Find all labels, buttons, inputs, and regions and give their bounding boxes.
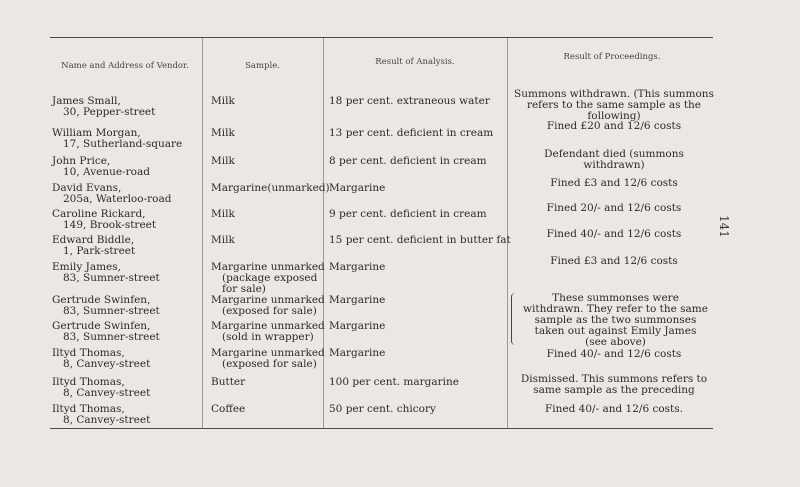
table-row	[52, 262, 160, 284]
table-row	[52, 348, 150, 370]
sample-cell	[211, 262, 325, 295]
vendor-name: David Evans,	[52, 182, 122, 194]
sample-line: Margarine unmarked	[211, 347, 325, 359]
vendor-address: 8, Canvey-street	[63, 358, 151, 370]
column-divider	[202, 38, 203, 428]
vendor-name: John Price,	[52, 155, 111, 167]
analysis-cell: 8 per cent. deficient in cream	[329, 155, 487, 167]
vendor-name: Iltyd Thomas,	[52, 403, 125, 415]
vendor-address: 8, Canvey-street	[63, 387, 151, 399]
vendor-address: 149, Brook-street	[63, 219, 157, 231]
analysis-cell: 100 per cent. margarine	[329, 376, 459, 388]
vendor-address: 83, Sumner-street	[63, 272, 160, 284]
proceedings-cell: Fined £3 and 12/6 costs	[550, 177, 678, 189]
vendor-address: 1, Park-street	[63, 245, 136, 257]
analysis-cell: 15 per cent. deficient in butter fat	[329, 234, 511, 246]
vendor-name: Emily James,	[52, 261, 121, 273]
sample-cell	[211, 96, 235, 107]
sample-cell	[211, 209, 235, 220]
vendor-name: William Morgan,	[52, 127, 141, 139]
analysis-cell: Margarine	[329, 182, 386, 194]
analysis-cell: 18 per cent. extraneous water	[329, 95, 490, 107]
header-sample: Sample.	[245, 61, 280, 71]
proceedings-cell: Summons withdrawn. (This summons refers to the same sample as the following)	[514, 88, 714, 122]
table-row	[52, 235, 135, 257]
table-top-rule	[50, 37, 713, 38]
analysis-cell: 50 per cent. chicory	[329, 403, 436, 415]
vendor-address: 8, Canvey-street	[63, 414, 151, 426]
analysis-cell: Margarine	[329, 347, 386, 359]
sample-line: Milk	[211, 155, 235, 167]
sample-line: Margarine unmarked	[211, 294, 325, 306]
vendor-name: Iltyd Thomas,	[52, 376, 125, 388]
sample-cell	[211, 235, 235, 246]
sample-cell	[211, 156, 235, 167]
vendor-name: Gertrude Swinfen,	[52, 320, 151, 332]
sample-line: Milk	[211, 127, 235, 139]
sample-line: Butter	[211, 376, 246, 388]
sample-line: Margarine unmarked	[211, 261, 325, 273]
vendor-address: 10, Avenue-road	[63, 166, 150, 178]
table-row	[52, 128, 182, 150]
sample-line: Margarine(unmarked)	[211, 182, 330, 194]
sample-line: (exposed for sale)	[222, 305, 317, 317]
vendor-address: 205a, Waterloo-road	[63, 193, 172, 205]
header-analysis: Result of Analysis.	[375, 57, 455, 67]
proceedings-cell: Fined £3 and 12/6 costs	[550, 255, 678, 267]
vendor-address: 30, Pepper-street	[63, 106, 156, 118]
vendor-address: 83, Sumner-street	[63, 331, 160, 343]
vendor-name: Caroline Rickard,	[52, 208, 146, 220]
proceedings-cell: These summonses were withdrawn. They refer to the same sample as the two summonses taken out against Emily James (see above)	[523, 292, 708, 348]
header-vendor: Name and Address of Vendor.	[61, 61, 189, 71]
analysis-cell: 13 per cent. deficient in cream	[329, 127, 494, 139]
sample-line: (exposed for sale)	[222, 358, 317, 370]
analysis-cell: Margarine	[329, 261, 386, 273]
table-row	[52, 183, 171, 205]
sample-line: for sale)	[222, 283, 266, 295]
sample-line: Margarine unmarked	[211, 320, 325, 332]
sample-line: (package exposed	[222, 272, 318, 284]
proceedings-cell: Fined 40/- and 12/6 costs	[546, 348, 682, 360]
table-row	[52, 321, 160, 343]
proceedings-cell: Fined 40/- and 12/6 costs	[546, 228, 682, 240]
table-row	[52, 404, 150, 426]
proceedings-cell: Fined 40/- and 12/6 costs.	[545, 403, 683, 415]
analysis-cell: Margarine	[329, 294, 386, 306]
vendor-name: James Small,	[52, 95, 121, 107]
table-row	[52, 295, 160, 317]
sample-line: Milk	[211, 208, 235, 220]
proceedings-cell: Dismissed. This summons refers to same sample as the preceding	[520, 373, 708, 396]
sample-cell	[211, 348, 325, 370]
sample-line: Coffee	[211, 403, 246, 415]
sample-line: Milk	[211, 95, 235, 107]
sample-cell	[211, 295, 325, 317]
column-divider	[507, 38, 508, 428]
vendor-name: Gertrude Swinfen,	[52, 294, 151, 306]
sample-cell	[211, 128, 235, 139]
vendor-name: Edward Biddle,	[52, 234, 135, 246]
page-number: 141	[717, 215, 731, 238]
header-proceedings: Result of Proceedings.	[563, 52, 661, 62]
sample-cell	[211, 404, 245, 415]
table-row	[52, 209, 156, 231]
sample-cell	[211, 377, 245, 388]
table-row	[52, 156, 150, 178]
proceedings-cell: Fined 20/- and 12/6 costs	[546, 202, 682, 214]
analysis-cell: 9 per cent. deficient in cream	[329, 208, 487, 220]
vendor-address: 17, Sutherland-square	[63, 138, 183, 150]
table-row	[52, 377, 150, 399]
vendor-name: Iltyd Thomas,	[52, 347, 125, 359]
vendor-address: 83, Sumner-street	[63, 305, 160, 317]
sample-line: (sold in wrapper)	[222, 331, 314, 343]
analysis-cell: Margarine	[329, 320, 386, 332]
proceedings-cell: Fined £20 and 12/6 costs	[546, 120, 682, 132]
table-bottom-rule	[50, 428, 713, 429]
sample-line: Milk	[211, 234, 235, 246]
sample-cell	[211, 183, 330, 194]
proceedings-cell: Defendant died (summons withdrawn)	[544, 148, 684, 171]
table-row	[52, 96, 155, 118]
sample-cell	[211, 321, 325, 343]
grouping-brace	[511, 293, 517, 345]
